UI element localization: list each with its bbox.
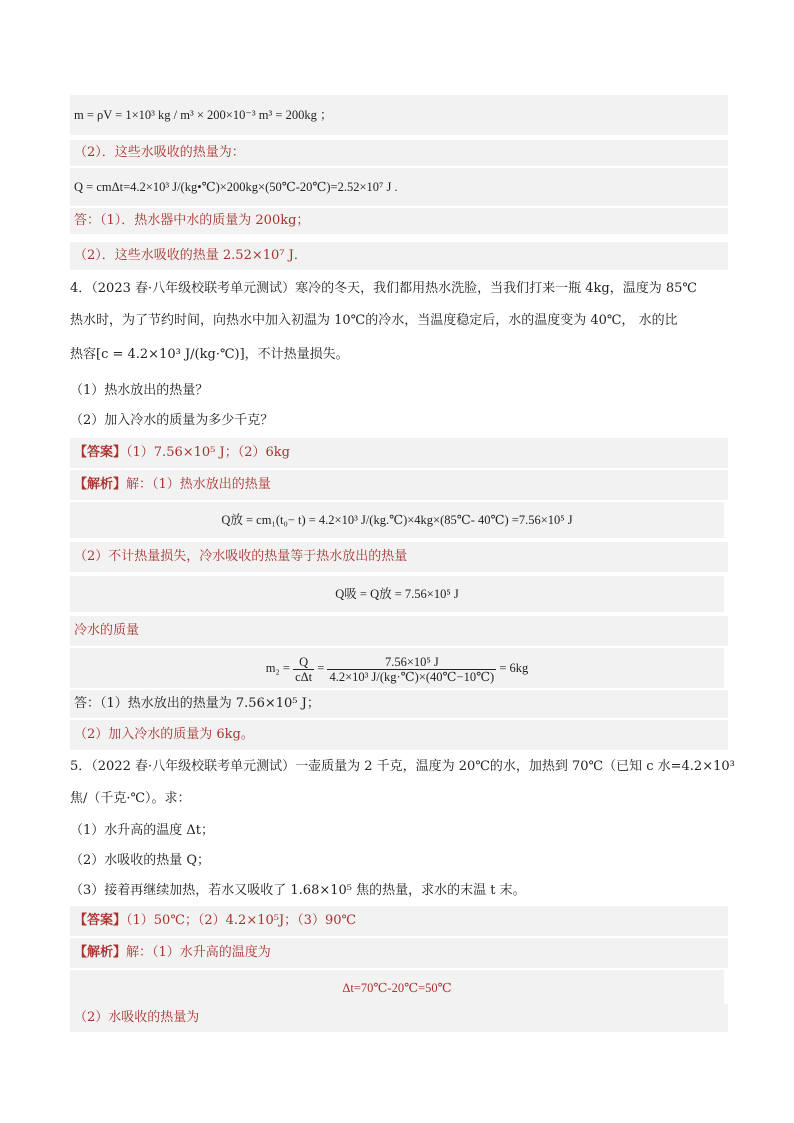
mass-lhs: m₂ = [265,661,294,675]
q4-answer-tag: 【答案】 [74,445,127,460]
q5-analysis-step-2: （2）水吸收的热量为 [70,1004,728,1032]
q4-subquestion-2: （2）加入冷水的质量为多少千克？ [70,413,274,428]
fraction-numeric [327,655,496,684]
answer-text-1: 答：（1）．热水器中水的质量为 200kg； [74,213,310,228]
q4-stem-line-1: 4．（2023 春·八年级校联考单元测试）寒冷的冬天，我们都用热水洗脸，当我们打来一瓶 4kg，温度为 85℃ [70,281,697,296]
fraction-q-over-cdt [293,655,314,684]
q4-answer-row [70,438,728,468]
q5-subquestion-2: （2）水吸收的热量 Q； [70,853,211,868]
q5-stem-line-2: 焦/（千克·℃）。求： [70,791,191,806]
q4-stem-line-3: 热容[c = 4.2×10³ J/(kg·℃)]，不计热量损失。 [70,347,349,362]
q4-subquestion-1: （1）热水放出的热量？ [70,383,209,398]
q4-analysis-row [70,470,728,500]
fraction-2-numerator: 7.56×10⁵ J [327,655,496,670]
q4-final-answer-2: （2）加入冷水的质量为 6kg。 [70,720,728,750]
q5-equation-temperature-rise: Δt=70℃-20℃=50℃ [70,970,724,1006]
q5-analysis-text: 解：（1）水升高的温度为 [126,945,271,960]
q5-answer-text: （1）50℃；（2）4.2×10⁵J；（3）90℃ [126,913,357,928]
q4-analysis-tag: 【解析】 [74,477,127,492]
q4-analysis-step-2: （2）不计热量损失，冷水吸收的热量等于热水放出的热量 [70,542,728,572]
heat-absorbed-heading: （2）．这些水吸收的热量为： [70,140,728,166]
q4-final-answer-1 [70,690,728,718]
q4-equation-heat-released: Q放 = cm₁(t₀− t) = 4.2×10³ J/(kg.℃)×4kg×(85℃- 40℃) =7.56×10⁵ J [70,502,724,538]
q4-analysis-step-3: 冷水的质量 [70,616,728,646]
q5-subquestion-1: （1）水升高的温度 Δt； [70,823,215,838]
heat-equation: Q = cmΔt=4.2×10³ J/(kg•℃)×200kg×(50℃-20℃)=2.52×10⁷ J . [70,168,728,206]
mass-rhs: = 6kg [499,661,529,675]
fraction-1-denominator: cΔt [295,669,313,684]
q5-subquestion-3: （3）接着再继续加热，若水又吸收了 1.68×10⁵ 焦的热量，求水的末温 t 末。 [70,883,526,898]
fraction-1-numerator: Q [293,655,314,670]
equals-sign: = [317,661,328,675]
answer-line-2: （2）．这些水吸收的热量 2.52×10⁷ J． [70,242,728,270]
q4-equation-cold-water-mass [70,648,724,688]
q4-final-answer-1-text: 答：（1）热水放出的热量为 7.56×10⁵ J； [74,696,320,711]
q5-answer-tag: 【答案】 [74,913,127,928]
q4-analysis-text: 解：（1）热水放出的热量 [126,477,271,492]
fraction-2-denominator: 4.2×10³ J/(kg·℃)×(40℃−10℃) [329,669,495,684]
q5-stem-line-1: 5．（2022 春·八年级校联考单元测试）一壶质量为 2 千克，温度为 20℃的水，加热到 70℃（已知 c 水=4.2×10³ [70,759,735,774]
answer-line-1 [70,208,728,234]
mass-equation: m = ρV = 1×10³ kg / m³ × 200×10⁻³ m³ = 200kg ； [70,95,728,135]
q4-stem-line-2: 热水时，为了节约时间，向热水中加入初温为 10℃的冷水，当温度稳定后，水的温度变为 40℃， 水的比 [70,313,678,328]
q4-equation-heat-balance: Q吸 = Q放 = 7.56×10⁵ J [70,576,724,612]
q5-answer-row [70,906,728,936]
q4-answer-text: （1）7.56×10⁵ J；（2）6kg [126,445,290,460]
q5-analysis-row [70,938,728,968]
q5-analysis-tag: 【解析】 [74,945,127,960]
